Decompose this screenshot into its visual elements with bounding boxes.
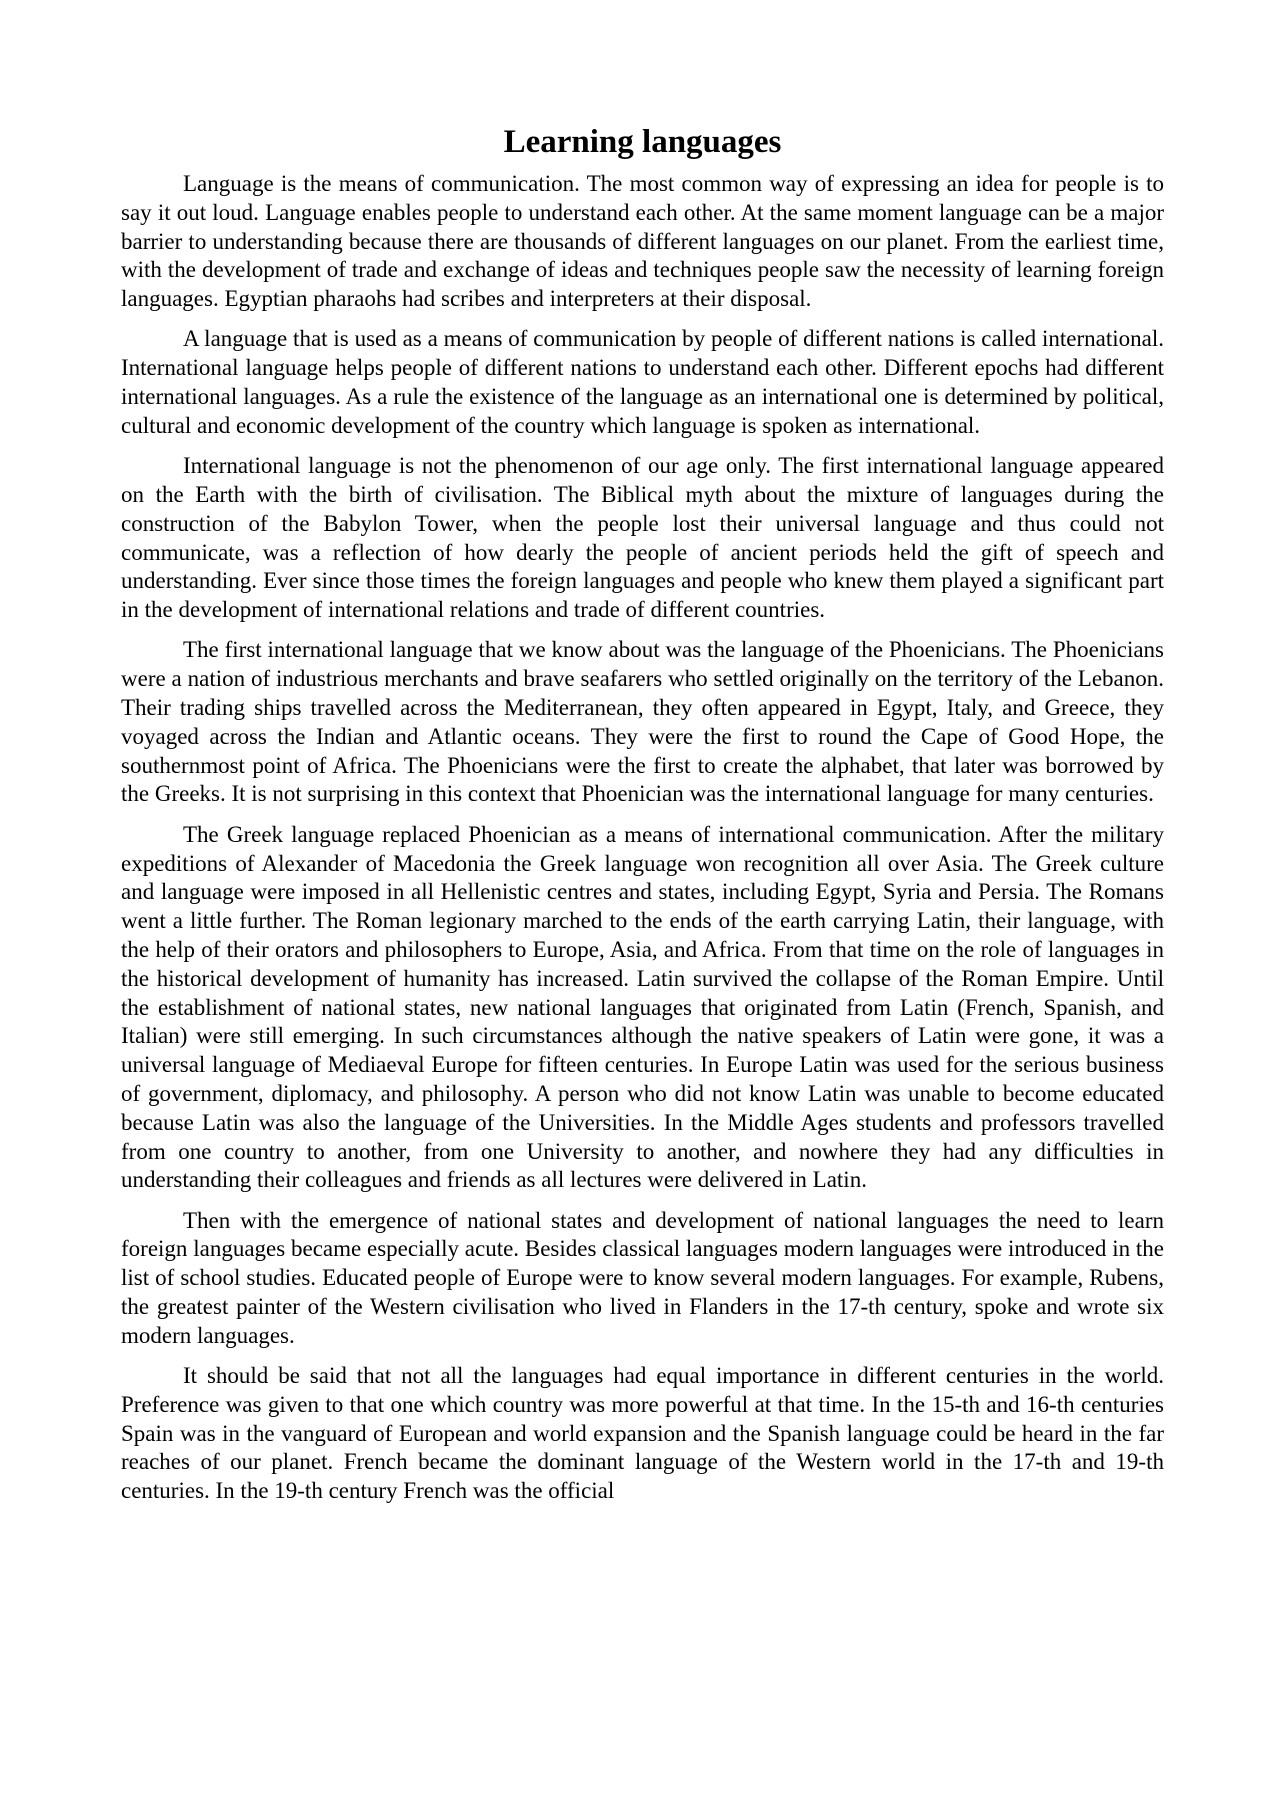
paragraph-2: A language that is used as a means of communication by people of different nations is called international. International language helps people of different nations to understand each other. Different epochs had different international languages. As a rule the existence of the language as an international one is determined by political, cultural and economic development of the country which language is spoken as international. bbox=[121, 326, 1164, 438]
paragraph-6: Then with the emergence of national states and development of national languages the need to learn foreign languages became especially acute. Besides classical languages modern languages were introduced in the list of school studies. Educated people of Europe were to know several modern languages. For example, Rubens, the greatest painter of the Western civilisation who lived in Flanders in the 17-th century, spoke and wrote six modern languages. bbox=[121, 1207, 1164, 1348]
paragraph-4: The first international language that we know about was the language of the Phoenicians. The Phoenicians were a nation of industrious merchants and brave seafarers who settled originally on the territory of the Lebanon. Their trading ships travelled across the Mediterranean, they often appeared in Egypt, Italy, and Greece, they voyaged across the Indian and Atlantic oceans. They were the first to round the Cape of Good Hope, the southernmost point of Africa. The Phoenicians were the first to create the alphabet, that later was borrowed by the Greeks. It is not surprising in this context that Phoenician was the international language for many centuries. bbox=[121, 637, 1164, 807]
paragraph-3: International language is not the phenomenon of our age only. The first international language appeared on the Earth with the birth of civilisation. The Biblical myth about the mixture of languages during the construction of the Babylon Tower, when the people lost their universal language and thus could not communicate, was a reflection of how dearly the people of ancient periods held the gift of speech and understanding. Ever since those times the foreign languages and people who knew them played a significant part in the development of international relations and trade of different countries. bbox=[121, 453, 1164, 623]
document-title: Learning languages bbox=[503, 124, 782, 160]
document-page bbox=[121, 118, 1164, 1518]
paragraph-1: Language is the means of communication. The most common way of expressing an idea for people is to say it out loud. Language enables people to understand each other. At the same moment language can be a major barrier to understanding because there are thousands of different languages on our planet. From the earliest time, with the development of trade and exchange of ideas and techniques people saw the necessity of learning foreign languages. Egyptian pharaohs had scribes and interpreters at their disposal. bbox=[121, 171, 1164, 312]
paragraph-5: The Greek language replaced Phoenician as a means of international communication. After the military expeditions of Alexander of Macedonia the Greek language won recognition all over Asia. The Greek culture and language were imposed in all Hellenistic centres and states, including Egypt, Syria and Persia. The Romans went a little further. The Roman legionary marched to the ends of the earth carrying Latin, their language, with the help of their orators and philosophers to Europe, Asia, and Africa. From that time on the role of languages in the historical development of humanity has increased. Latin survived the collapse of the Roman Empire. Until the establishment of national states, new national languages that originated from Latin (French, Spanish, and Italian) were still emerging. In such circumstances although the native speakers of Latin were gone, it was a universal language of Mediaeval Europe for fifteen centuries. In Europe Latin was used for the serious business of government, diplomacy, and philosophy. A person who did not know Latin was unable to become educated because Latin was also the language of the Universities. In the Middle Ages students and professors travelled from one country to another, from one University to another, and nowhere they had any difficulties in understanding their colleagues and friends as all lectures were delivered in Latin. bbox=[121, 821, 1164, 1193]
paragraph-7: It should be said that not all the languages had equal importance in different centuries in the world. Preference was given to that one which country was more powerful at that time. In the 15-th and 16-th centuries Spain was in the vanguard of European and world expansion and the Spanish language could be heard in the far reaches of our planet. French became the dominant language of the Western world in the 17-th and 19-th centuries. In the 19-th century French was the official bbox=[121, 1363, 1164, 1504]
